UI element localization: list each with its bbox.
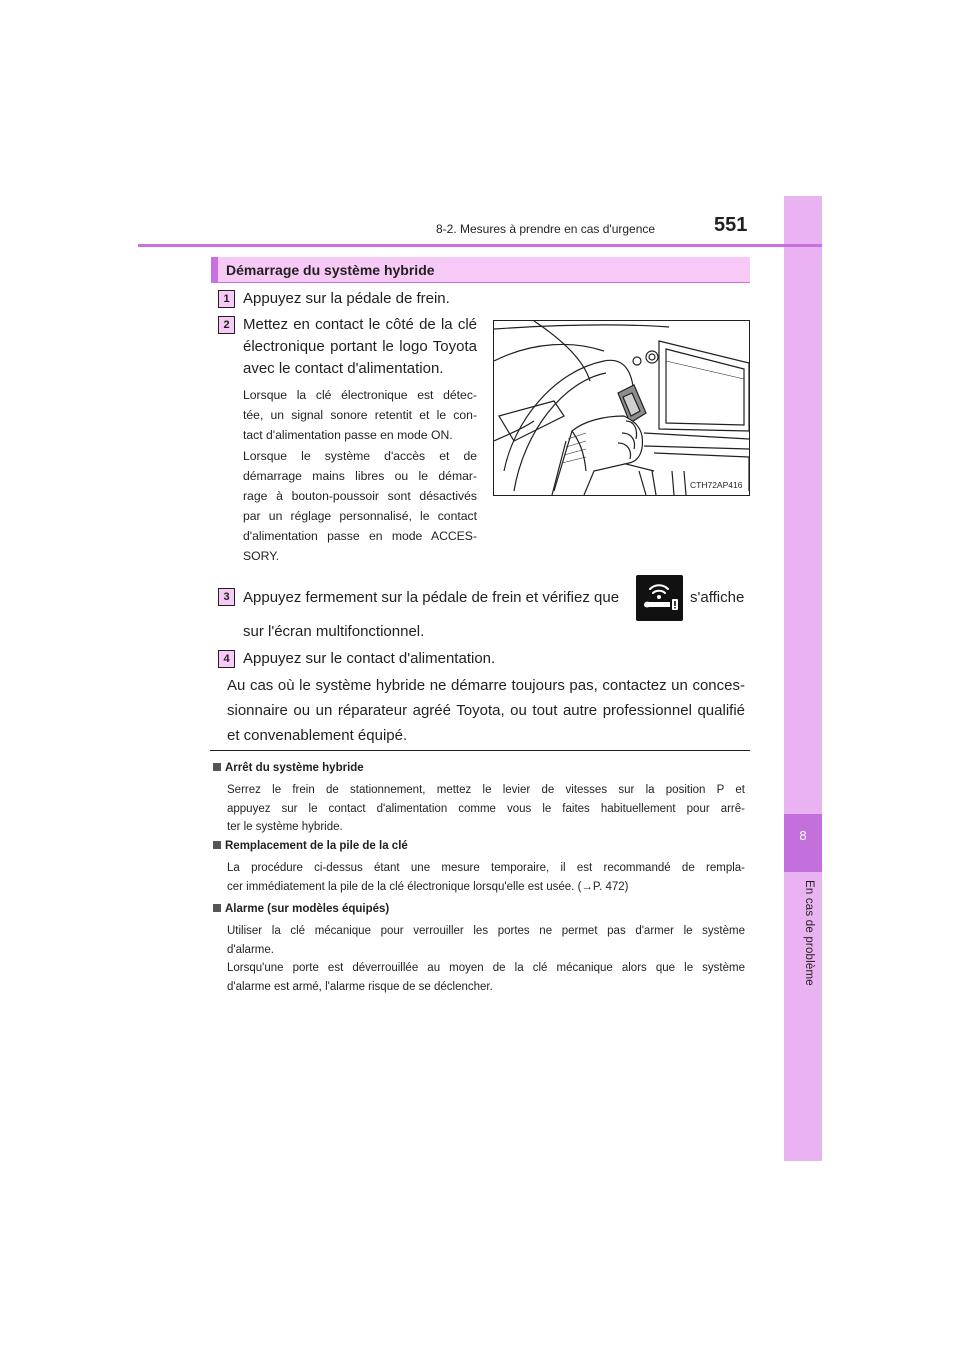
step-4-text: Appuyez sur le contact d'alimentation. xyxy=(243,650,496,667)
info-2-line-1: La procédure ci-dessus étant une mesure temporaire, il est recommandé de rempla- xyxy=(227,862,745,874)
info-3-line-4: d'alarme est armé, l'alarme risque de se déclencher. xyxy=(227,980,493,993)
info-item-2-title-text: Remplacement de la pile de la clé xyxy=(225,840,408,852)
closing-line-2: sionnaire ou un réparateur agréé Toyota, ou tout autre professionnel qualifié xyxy=(227,702,745,719)
key-indicator-icon xyxy=(636,575,683,621)
info-item-2-body xyxy=(227,859,745,896)
step-badge-1: 1 xyxy=(218,290,235,308)
info-item-2-title xyxy=(213,840,408,852)
step-1-text: Appuyez sur la pédale de frein. xyxy=(243,290,450,307)
section-heading-accent xyxy=(211,257,218,283)
note-1-line-3: tact d'alimentation passe en mode ON. xyxy=(243,428,453,442)
key-indicator-glyph xyxy=(636,575,683,621)
info-item-1-title xyxy=(213,762,364,774)
note-1-line-2: tée, un signal sonore retentit et le con- xyxy=(243,408,477,422)
info-item-1-body xyxy=(227,781,745,837)
chapter-number-tab xyxy=(784,814,822,872)
info-1-line-1: Serrez le frein de stationnement, mettez le levier de vitesses sur la position P et xyxy=(227,784,745,796)
note-2-line-1: Lorsque le système d'accès et de xyxy=(243,449,477,463)
note-2-line-5: d'alimentation passe en mode ACCES- xyxy=(243,529,477,543)
step-3-text-line-2: sur l'écran multifonctionnel. xyxy=(243,623,425,640)
chapter-title: En cas de problème xyxy=(803,880,815,986)
step-2-line-2: électronique portant le logo Toyota xyxy=(243,338,477,355)
info-item-3-title xyxy=(213,903,389,915)
step-2-text xyxy=(243,314,477,380)
closing-line-3: et convenablement équipé. xyxy=(227,727,408,744)
info-1-line-2: appuyez sur le contact d'alimentation comme vous le faites habituellement pour arrê- xyxy=(227,802,745,815)
note-2-line-4: par un réglage personnalisé, le contact xyxy=(243,509,477,523)
note-2-line-6: SORY. xyxy=(243,549,280,563)
step-2-note-2 xyxy=(243,446,477,566)
info-2-line-2: cer immédiatement la pile de la clé électronique lorsqu'elle est usée. (→P. 472) xyxy=(227,880,629,893)
section-heading: Démarrage du système hybride xyxy=(226,262,435,278)
step-badge-4: 4 xyxy=(218,650,235,668)
closing-line-1: Au cas où le système hybride ne démarre toujours pas, contactez un conces- xyxy=(227,677,745,694)
info-item-1-title-text: Arrêt du système hybride xyxy=(225,762,364,774)
step-badge-3: 3 xyxy=(218,588,235,606)
square-bullet-icon xyxy=(213,841,221,849)
illustration-code: CTH72AP416 xyxy=(690,480,743,490)
closing-paragraph xyxy=(227,673,745,748)
step-2-line-3: avec le contact d'alimentation. xyxy=(243,360,444,377)
step-2-note-1 xyxy=(243,385,477,445)
step-3-text-before-icon: Appuyez fermement sur la pédale de frein et vérifiez que xyxy=(243,589,620,606)
note-1-line-1: Lorsque la clé électronique est détec- xyxy=(243,388,477,402)
illustration-key-on-power-switch xyxy=(493,320,750,496)
page-number: 551 xyxy=(714,214,748,236)
square-bullet-icon xyxy=(213,904,221,912)
info-3-line-3: Lorsqu'une porte est déverrouillée au moyen de la clé mécanique alors que le système xyxy=(227,962,745,974)
info-1-line-3: ter le système hybride. xyxy=(227,821,343,833)
header-section-title: 8-2. Mesures à prendre en cas d'urgence xyxy=(436,222,656,236)
info-3-line-1: Utiliser la clé mécanique pour verrouiller les portes ne permet pas d'armer le système xyxy=(227,925,745,937)
note-2-line-3: rage à bouton-poussoir sont désactivés xyxy=(243,489,477,503)
step-3-text-after-icon: s'affiche xyxy=(690,589,745,606)
section-divider xyxy=(210,750,750,751)
info-item-3-title-text: Alarme (sur modèles équipés) xyxy=(225,903,390,915)
note-2-line-2: démarrage mains libres ou le démar- xyxy=(243,469,477,483)
header-rule xyxy=(138,244,822,247)
square-bullet-icon xyxy=(213,763,221,771)
chapter-number: 8 xyxy=(799,828,807,843)
illustration-drawing xyxy=(494,321,749,495)
info-item-3-body xyxy=(227,922,745,996)
info-3-line-2: d'alarme. xyxy=(227,943,274,956)
chapter-side-tab xyxy=(784,196,822,1161)
step-badge-2: 2 xyxy=(218,316,235,334)
step-2-line-1: Mettez en contact le côté de la clé xyxy=(243,316,477,333)
